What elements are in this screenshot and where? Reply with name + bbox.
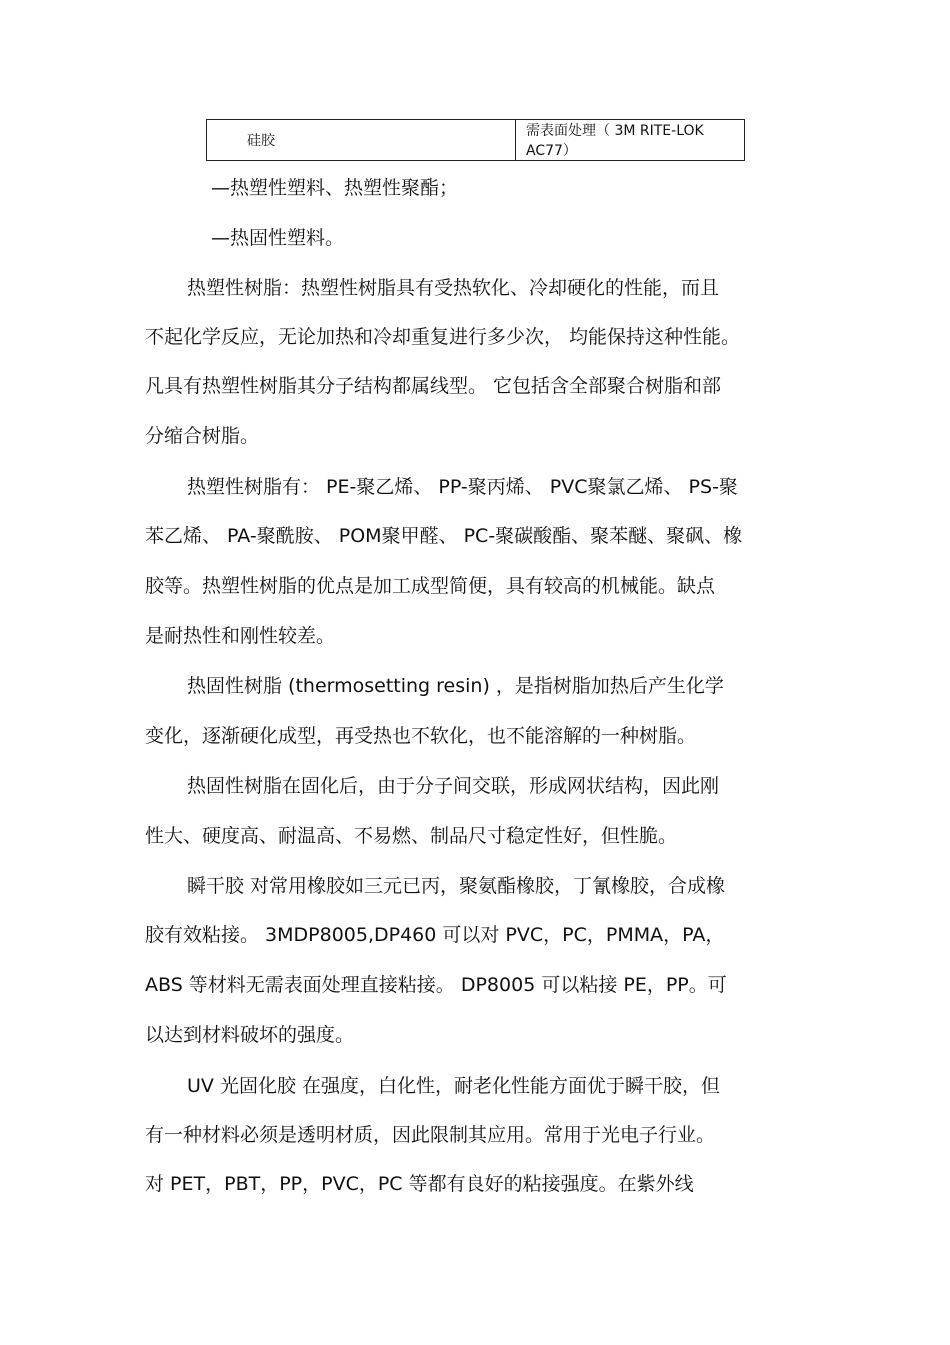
paragraph-line: 性大、硬度高、耐温高、不易燃、制品尺寸稳定性好，但性脆。 bbox=[145, 825, 678, 847]
paragraph-line: 瞬干胶 对常用橡胶如三元已丙，聚氨酯橡胶，丁氰橡胶，合成橡 bbox=[187, 875, 726, 897]
paragraph-line: 热固性树脂 (thermosetting resin) ，是指树脂加热后产生化学 bbox=[187, 675, 724, 697]
paragraph-line: 以达到材料破坏的强度。 bbox=[145, 1024, 355, 1046]
list-item-thermoplastic: —热塑性塑料、热塑性聚酯； bbox=[211, 177, 459, 199]
paragraph-line: ABS 等材料无需表面处理直接粘接。 DP8005 可以粘接 PE，PP。可 bbox=[145, 974, 727, 996]
treatment-cell: 需表面处理（ 3M RITE-LOK AC77） bbox=[516, 120, 745, 161]
paragraph-line: 凡具有热塑性树脂其分子结构都属线型。 它包括含全部聚合树脂和部 bbox=[145, 375, 722, 397]
material-cell: 硅胶 bbox=[207, 120, 516, 161]
list-item-thermoset: —热固性塑料。 bbox=[211, 227, 345, 249]
adhesive-table bbox=[206, 119, 745, 161]
paragraph-line: UV 光固化胶 在强度，白化性，耐老化性能方面优于瞬干胶，但 bbox=[187, 1075, 720, 1097]
paragraph-line: 胶有效粘接。 3MDP8005,DP460 可以对 PVC，PC，PMMA，PA， bbox=[145, 924, 725, 946]
paragraph-line: 苯乙烯、 PA-聚酰胺、 POM聚甲醛、 PC-聚碳酸酯、聚苯醚、聚砜、橡 bbox=[145, 525, 743, 547]
paragraph-line: 不起化学反应，无论加热和冷却重复进行多少次， 均能保持这种性能。 bbox=[145, 326, 741, 348]
paragraph-line: 变化，逐渐硬化成型，再受热也不软化，也不能溶解的一种树脂。 bbox=[145, 725, 697, 747]
paragraph-line: 分缩合树脂。 bbox=[145, 425, 260, 447]
paragraph-line: 热塑性树脂：热塑性树脂具有受热软化、冷却硬化的性能，而且 bbox=[187, 277, 720, 299]
paragraph-line: 是耐热性和刚性较差。 bbox=[145, 625, 336, 647]
paragraph-line: 对 PET，PBT，PP，PVC，PC 等都有良好的粘接强度。在紫外线 bbox=[145, 1173, 694, 1195]
paragraph-line: 有一种材料必须是透明材质，因此限制其应用。常用于光电子行业。 bbox=[145, 1124, 716, 1146]
paragraph-line: 热塑性树脂有： PE-聚乙烯、 PP-聚丙烯、 PVC聚氯乙烯、 PS-聚 bbox=[187, 476, 738, 498]
paragraph-line: 热固性树脂在固化后，由于分子间交联，形成网状结构，因此刚 bbox=[187, 775, 720, 797]
paragraph-line: 胶等。热塑性树脂的优点是加工成型简便，具有较高的机械能。缺点 bbox=[145, 575, 716, 597]
table-row bbox=[207, 120, 745, 161]
